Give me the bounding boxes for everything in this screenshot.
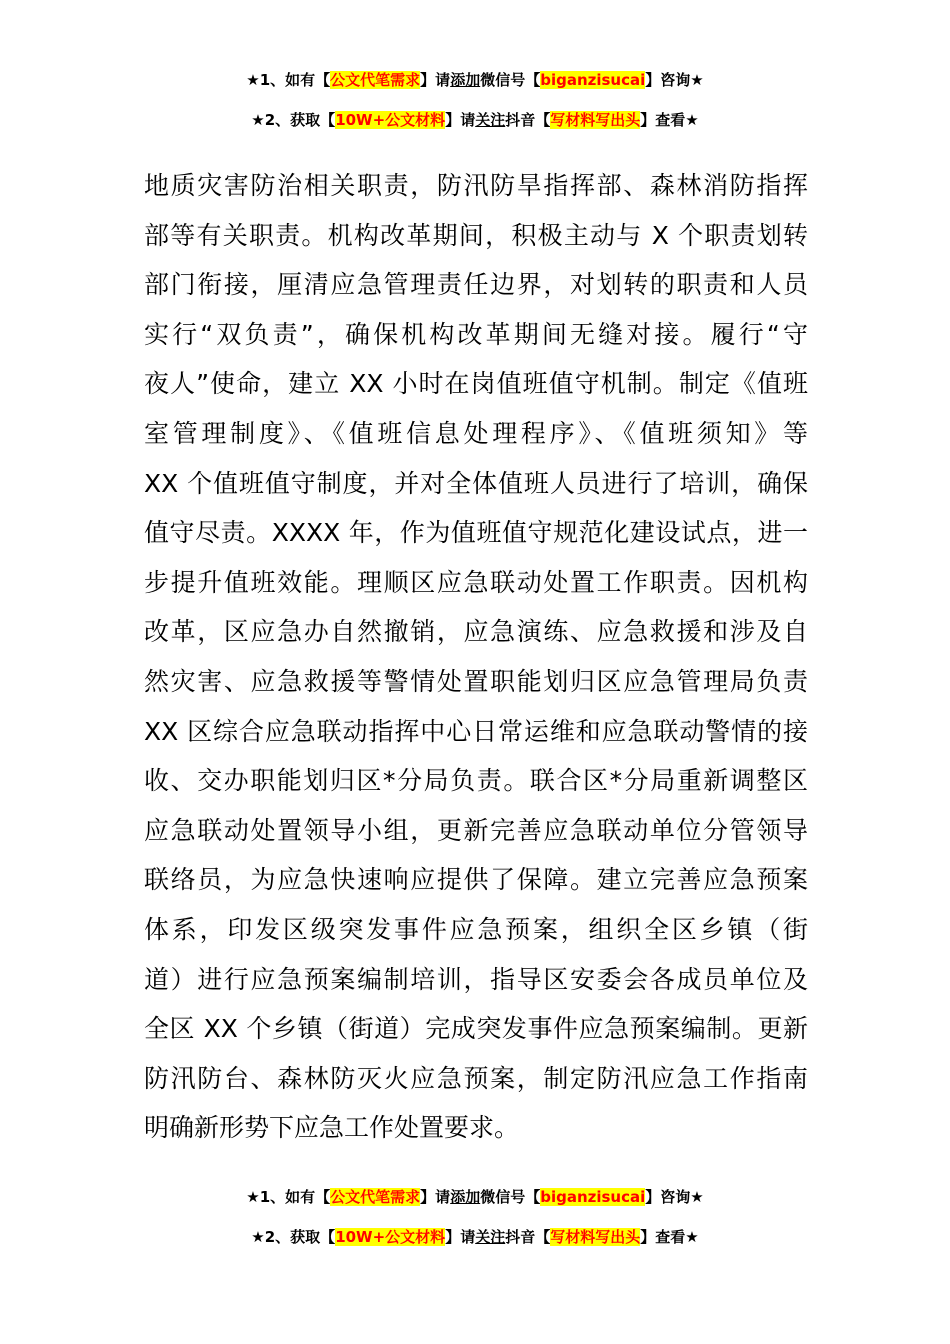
promo-suffix: 】查看★ <box>640 1228 699 1246</box>
body-text-line: 改革，区应急办自然撤销，应急演练、应急救援和涉及自 <box>144 617 808 647</box>
promo-text: 微信号【 <box>480 71 541 89</box>
promo-highlight-service: 公文代笔需求 <box>330 71 421 89</box>
body-text-line: 联络员，为应急快速响应提供了保障。建立完善应急预案 <box>144 865 808 895</box>
body-text-line: 地质灾害防治相关职责，防汛防旱指挥部、森林消防指挥 <box>144 171 808 200</box>
promo-line-2-bottom <box>0 1226 950 1248</box>
body-text-line: 明确新形势下应急工作处置要求。 <box>144 1113 520 1143</box>
promo-underlined-follow: 关注 <box>475 111 506 129</box>
promo-prefix: ★1、如有【 <box>246 1188 331 1206</box>
promo-text: 抖音【 <box>505 1228 551 1246</box>
body-text-line: 部等有关职责。机构改革期间，积极主动与 X 个职责划转 <box>144 220 808 250</box>
promo-text: 抖音【 <box>505 111 551 129</box>
body-text-line: 夜人”使命，建立 XX 小时在岗值班值守机制。制定《值班 <box>144 369 808 399</box>
body-text-line: 部门衔接，厘清应急管理责任边界，对划转的职责和人员 <box>144 270 808 300</box>
body-text-line: XX 区综合应急联动指挥中心日常运维和应急联动警情的接 <box>144 716 808 746</box>
promo-underlined-add: 添加 <box>450 71 481 89</box>
promo-prefix: ★1、如有【 <box>246 71 331 89</box>
promo-prefix: ★2、获取【 <box>251 1228 336 1246</box>
promo-text: 微信号【 <box>480 1188 541 1206</box>
promo-suffix: 】查看★ <box>640 111 699 129</box>
body-text-line: 步提升值班效能。理顺区应急联动处置工作职责。因机构 <box>144 567 808 597</box>
promo-underlined-add: 添加 <box>450 1188 481 1206</box>
promo-text: 】请 <box>420 1188 451 1206</box>
body-text-line: 全区 XX 个乡镇（街道）完成突发事件应急预案编制。更新 <box>144 1014 808 1044</box>
promo-highlight-materials: 10W+公文材料 <box>335 1228 446 1246</box>
promo-prefix: ★2、获取【 <box>251 111 336 129</box>
body-text-line: 然灾害、应急救援等警情处置职能划归区应急管理局负责 <box>144 666 808 696</box>
body-text-line: 实行“双负责”，确保机构改革期间无缝对接。履行“守 <box>144 319 808 349</box>
promo-highlight-service: 公文代笔需求 <box>330 1188 421 1206</box>
promo-text: 】请 <box>445 1228 476 1246</box>
promo-highlight-materials: 10W+公文材料 <box>335 111 446 129</box>
promo-highlight-wechat-id: biganzisucai <box>540 1188 646 1206</box>
body-paragraph <box>144 161 808 1153</box>
body-text-line: 室管理制度》、《值班信息处理程序》、《值班须知》等 <box>144 418 808 448</box>
promo-underlined-follow: 关注 <box>475 1228 506 1246</box>
body-text-line: 收、交办职能划归区*分局负责。联合区*分局重新调整区 <box>144 766 808 796</box>
promo-highlight-douyin-account: 写材料写出头 <box>550 111 641 129</box>
body-text-line: 道）进行应急预案编制培训，指导区安委会各成员单位及 <box>144 964 808 994</box>
promo-line-1-top <box>0 69 950 91</box>
promo-highlight-douyin-account: 写材料写出头 <box>550 1228 641 1246</box>
promo-suffix: 】咨询★ <box>645 1188 704 1206</box>
promo-suffix: 】咨询★ <box>645 71 704 89</box>
promo-highlight-wechat-id: biganzisucai <box>540 71 646 89</box>
promo-text: 】请 <box>445 111 476 129</box>
body-text-line: 值守尽责。XXXX 年，作为值班值守规范化建设试点，进一 <box>144 518 808 548</box>
body-text-line: 体系，印发区级突发事件应急预案，组织全区乡镇（街 <box>144 914 808 944</box>
body-text-line: XX 个值班值守制度，并对全体值班人员进行了培训，确保 <box>144 468 808 498</box>
promo-line-2-top <box>0 109 950 131</box>
body-text-line: 应急联动处置领导小组，更新完善应急联动单位分管领导 <box>144 815 808 845</box>
promo-text: 】请 <box>420 71 451 89</box>
body-text-line: 防汛防台、森林防灭火应急预案，制定防汛应急工作指南 <box>144 1063 808 1093</box>
promo-line-1-bottom <box>0 1186 950 1208</box>
